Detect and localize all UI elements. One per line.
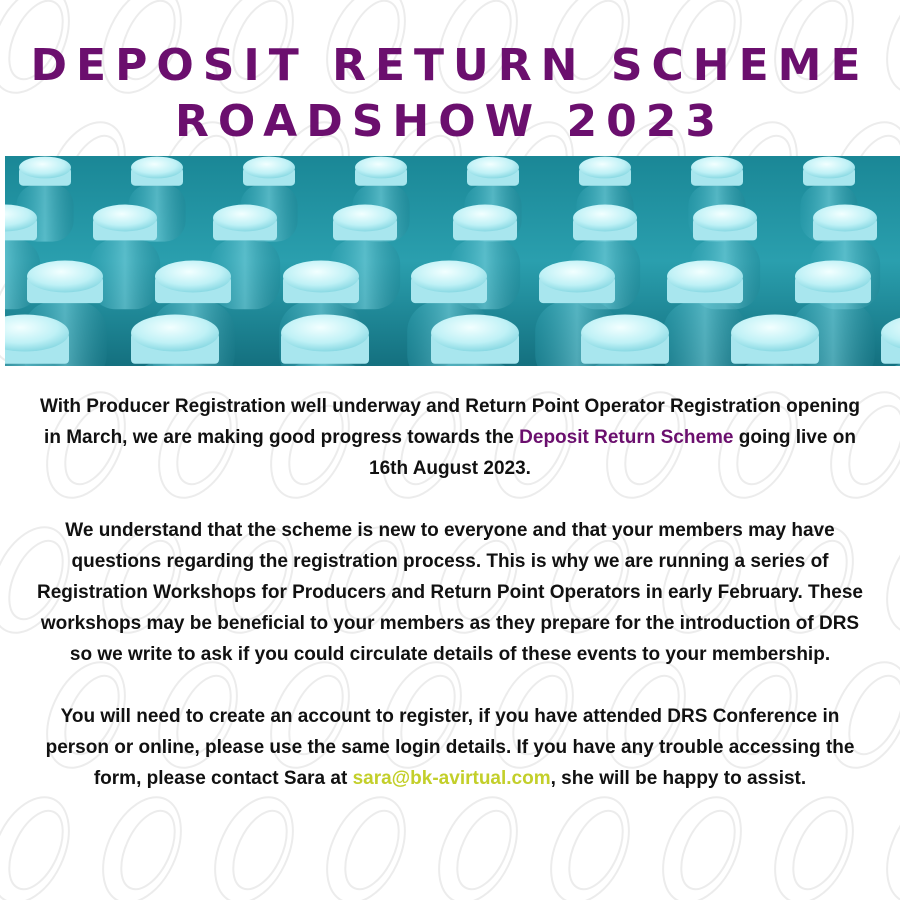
hero-image-bottles — [5, 156, 900, 366]
bottles-illustration — [5, 156, 900, 366]
paragraph-contact-text: You will need to create an account to register, if you have attended DRS Conference in person or online, please use the same login details. If you have any trouble accessing the form, please contact Sara at — [45, 706, 855, 789]
paragraph-contact — [30, 701, 870, 794]
contact-email-link[interactable]: sara@bk-avirtual.com — [352, 768, 551, 789]
title-line-2: ROADSHOW 2023 — [175, 96, 725, 147]
paragraph-contact-text-end: , she will be happy to assist. — [550, 768, 807, 789]
page-title — [0, 38, 900, 150]
paragraph-intro-text-end: going live on 16th August 2023. — [369, 427, 856, 479]
paragraph-intro — [30, 391, 870, 484]
title-line-1: DEPOSIT RETURN SCHEME — [30, 40, 870, 91]
paragraph-workshops: We understand that the scheme is new to everyone and that your members may have questions regarding the registration process. This is why we are running a series of Registration Workshops for Producers and Return Point Operators in early February. These workshops may be beneficial to your members as they prepare for the introduction of DRS so we write to ask if you could circulate details of these events to your membership. — [37, 520, 863, 665]
deposit-return-scheme-link[interactable]: Deposit Return Scheme — [519, 427, 734, 448]
article-body — [30, 391, 870, 825]
paragraph-intro-text: With Producer Registration well underway and Return Point Operator Registration opening in March, we are making good progress towards the — [39, 396, 861, 448]
